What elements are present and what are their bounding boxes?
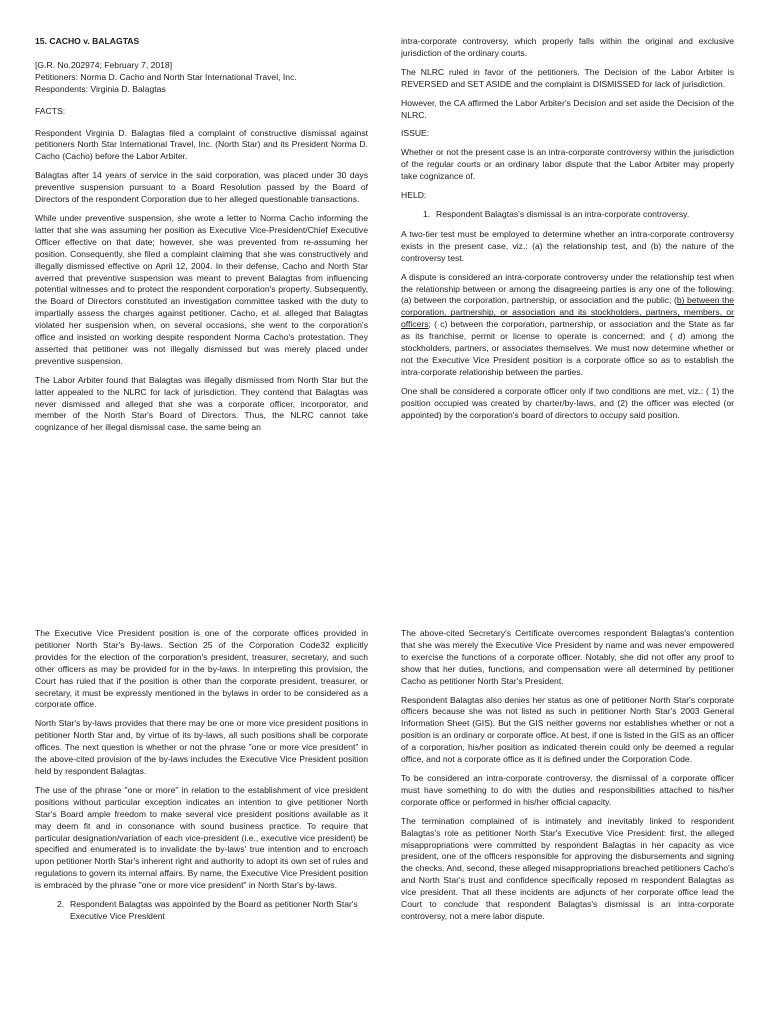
list-number: 2.	[57, 899, 65, 910]
paragraph: The Labor Arbiter found that Balagtas was illegally dismissed from North Star but the latter appealed to the NLRC for lack of jurisdiction. They contend that Balagtas was never dismissed and alleged that she was a corporate officer, incorporator, and member of the North Star's Board of Directors. Thus, the NLRC cannot take cognizance of her illegal dismissal case, the same being an	[35, 374, 368, 433]
list-text: Respondent Balagtas's dismissal is an intra-corporate controversy.	[436, 208, 690, 219]
text-run: ; ( c) between the corporation, partnership, or association and the State as far as its franchise, permit or license to operate is concerned; and ( d) among the stockholders, partners, or associates themselves. We must now determine whether or not the Executive Vice President position is a corporate office so as to establish the intra-corporate relationship between the parties.	[401, 319, 734, 377]
column-top-left	[35, 36, 368, 441]
paragraph-relationship-test	[401, 272, 734, 379]
paragraph: North Star's by-laws provides that there may be one or more vice president positions in petitioner North Star and, by virtue of its by-laws, all such positions shall be corporate offices. The next question is whether or not the phrase "one or more vice president" in the above-cited provision of the by-laws includes the Executive Vice President position held by respondent Balagtas.	[35, 718, 368, 776]
list-number: 1.	[423, 208, 431, 219]
petitioners-line: Petitioners: Norma D. Cacho and North Star International Travel, Inc.	[35, 71, 297, 82]
paragraph: Respondent Balagtas also denies her status as one of petitioner North Star's corporate officers because she was not listed as such in petitioner North Star's 2003 General Information Sheet (GIS). But the GIS neither governs nor establishes whether or not a position is an ordinary or corporate office. At best, if one is listed in the GIS as an officer of a corporation, his/her position as indicated therein could only be deemed a regular office, and not a corporate office as it is defined under the Corporation Code.	[401, 694, 734, 765]
paragraph: Respondent Virginia D. Balagtas filed a complaint of constructive dismissal against petitioners North Star International Travel, Inc. (North Star) and its President Norma D. Cacho (Cacho) before the Labor Arbiter.	[35, 127, 368, 162]
column-bottom-left	[35, 628, 368, 931]
paragraph: Balagtas after 14 years of service in the said corporation, was placed under 30 days preventive suspension pursuant to a Board Resolution passed by the Board of Directors of the respondent Corporation due to her alleged questionable transactions.	[35, 170, 368, 205]
issue-heading: ISSUE:	[401, 128, 430, 139]
paragraph: One shall be considered a corporate officer only if two conditions are met, viz.: ( 1) the position occupied was created by charter/by-laws, and (2) the officer was elected (or appointed) by the corporation's board of directors to occupy said position.	[401, 385, 734, 420]
underlined-text: b) between the corporation, partnership, or association and its stockholders, partners, members, or officers	[401, 295, 735, 330]
paragraph: However, the CA affirmed the Labor Arbiter's Decision and set aside the Decision of the NLRC.	[401, 97, 734, 120]
column-top-right	[401, 36, 734, 428]
paragraph: The Executive Vice President position is one of the corporate offices provided in petitioner North Star's By-laws. Section 25 of the Corporation Code32 explicitly provides for the election of the corporation's president, treasurer, secretary, and such other officers as may be provided for in the by-laws. In interpreting this provision, the Court has ruled that if the position is other than the corporate president, treasurer, or secretary, it must be expressly mentioned in the bylaws in order to be considered as a corporate office.	[35, 628, 368, 710]
list-text: Respondent Balagtas was appointed by the Board as petitioner North Star's Executive Vice President	[70, 899, 358, 921]
paragraph: The NLRC ruled in favor of the petitioners. The Decision of the Labor Arbiter is REVERSED and SET ASIDE and the complaint is DISMISSED for lack of jurisdiction.	[401, 66, 734, 89]
column-bottom-right	[401, 628, 734, 930]
facts-heading: FACTS:	[35, 105, 66, 116]
held-heading: HELD:	[401, 190, 427, 201]
list-item	[401, 209, 734, 221]
case-title: 15. CACHO v. BALAGTAS	[35, 36, 140, 46]
list-item	[35, 899, 368, 923]
paragraph: While under preventive suspension, she wrote a letter to Norma Cacho informing the latter that she was assuming her position as Executive Vice-President/Chief Executive Officer effective on that date; however, she was prevented from re-assuming her position. Consequently, she filed a complaint claiming that she was constructively and illegally dismissed effective on April 12, 2004. In their defense, Cacho and North Star averred that preventive suspension was meant to prevent Balagtas from influencing potential witnesses and to protect the respondent corporation's property. Subsequently, the Board of Directors constituted an investigation committee tasked with the duty to impartially assess the charges against petitioner. Cacho, et al. alleged that Balagtas violated her suspension when, on several occasions, she went to the corporation's office and insisted on working despite respondent Norma Cacho's protestation. They asserted that petitioner was not illegally dismissed but was merely placed under preventive suspension.	[35, 212, 368, 366]
text-run: A dispute is considered an intra-corporate controversy under the relationship test when the relationship between or among the disagreeing parties is any one of the following: (a) between the corporation, partnership, or association and the public; (	[401, 271, 734, 306]
paragraph: The use of the phrase "one or more" in relation to the establishment of vice president positions without particular exception indicates an intention to give petitioner North Star's Board ample freedom to make several vice president positions available as it may deem fit and in consonance with sound business practice. To require that particular designation/variation of each vice-president (i.e., executive vice president) be specified and enumerated is to invalidate the by-laws' true intention and to encroach upon petitioner North Star's inherent right and authority to adopt its own set of rules and regulations to govern its internal affairs. By name, the Executive Vice President position is embraced by the phrase "one or more vice president" in North Star's by-laws.	[35, 784, 368, 891]
paragraph: intra-corporate controversy, which properly falls within the original and exclusive jurisdiction of the ordinary courts.	[401, 36, 734, 58]
paragraph: Whether or not the present case is an intra-corporate controversy within the jurisdiction of the regular courts or an ordinary labor dispute that the Labor Arbiter may properly take cognizance of.	[401, 147, 734, 182]
paragraph: A two-tier test must be employed to determine whether an intra-corporate controversy exists in the present case, viz.: (a) the relationship test, and (b) the nature of the controversy test.	[401, 228, 734, 263]
paragraph: The termination complained of is intimately and inevitably linked to respondent Balagtas's role as petitioner North Star's Executive Vice President: first, the alleged misappropriations were committed by respondent Balagtas in her capacity as vice president, one of the officers responsible for approving the disbursements and signing the checks. And, second, these alleged misappropriations breached petitioners Cacho's and North Star's trust and confidence specifically reposed m respondent Balagtas as vice president. That all these incidents are adjuncts of her corporate office lead the Court to conclude that respondent Balagtas's dismissal is an intra-corporate controversy, not a mere labor dispute.	[401, 815, 734, 921]
paragraph: To be considered an intra-corporate controversy, the dismissal of a corporate officer must have something to do with the duties and responsibilities attached to his/her corporate office or performed in his/her official capacity.	[401, 772, 734, 807]
case-number: [G.R. No.202974; February 7, 2018]	[35, 59, 173, 70]
paragraph: The above-cited Secretary's Certificate overcomes respondent Balagtas's contention that she was merely the Executive Vice President by name and was never empowered to exercise the functions of a corporate officer. Notably, she did not offer any proof to show that her duties, functions, and compensation were all determined by petitioner Cacho as petitioner North Star's President.	[401, 628, 734, 686]
respondents-line: Respondents: Virginia D. Balagtas	[35, 83, 166, 94]
